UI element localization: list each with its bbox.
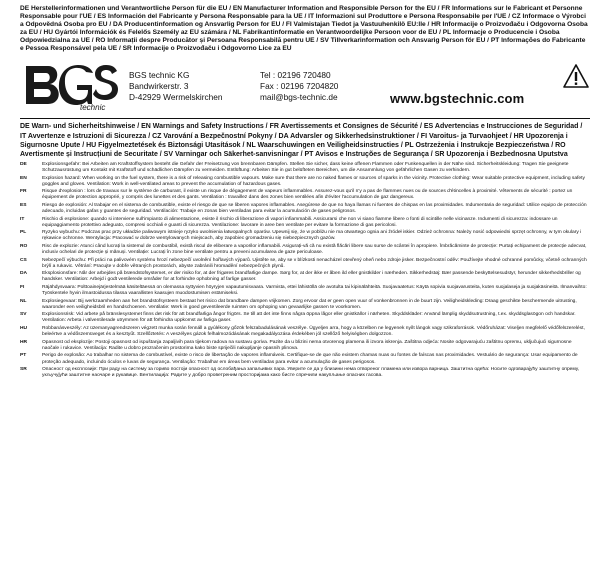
warnings-list <box>20 162 590 380</box>
warning-lang-code: HR <box>20 339 28 345</box>
warning-item <box>20 353 590 365</box>
warning-text: Robbanásveszély: Az üzemanyagrendszeren végzett munka során fennáll a gyúlékony gőzök felszabadulásának veszélye. Ügyeljen arra, hogy a közelben ne legyenek nyílt lángok vagy szikraforrások. Védőruházat: Viseljen megfelelő védőfelszerelést, beleértve a védőszemüveget és a kesztyűt. Szellőztetés: A veszélyes gázok felhalmozódásának megakadályozása érdekében jól szellőző helyiségben dolgozzon. <box>42 326 585 338</box>
warning-text: Nebezpečí výbuchu: Při práci na palivovém systému hrozí nebezpečí uvolnění hořlavých výparů. Ujistěte se, aby se v blízkosti nenacházel otevřený oheň nebo zdroje jisker. Bezpečnostní oděv: Používejte vhodné ochranné pomůcky, včetně ochranných brýlí a rukavic. Větrání: Pracujte v dobře větraných prostorách, abyste zabránili hromadění nebezpečných plynů. <box>42 257 587 269</box>
warning-text: Explosion hazard: When working on the fuel system, there is a risk of releasing combustible vapours. Make sure that there are no naked flames or sources of sparks in the vicinity. Protective clothing: Wear suitable protective equipment, including safety goggles and gloves. Ventilation: Work in well-ventilated areas to prevent the accumulation of hazardous gases. <box>42 175 585 187</box>
company-mail: mail@bgs-technic.de <box>260 92 338 103</box>
company-street: Bandwirkerstr. 3 <box>129 81 189 92</box>
warning-item <box>20 285 590 297</box>
company-city: D-42929 Wermelskirchen <box>129 92 223 103</box>
warning-item <box>20 340 590 352</box>
warning-text: Risque d'explosion : lors de travaux sur le système de carburant, il existe un risque de dégagement de vapeurs inflammables. Assurez-vous qu'il n'y a pas de flammes nues ou de sources d'étincelles à proximité. Vêtements de sécurité : portez un équipement de protection approprié, y compris des lunettes et des gants. Ventilation : travaillez dans des zones bien ventilées afin d'éviter l'accumulation de gaz dangereux. <box>42 189 573 201</box>
warning-lang-code: SV <box>20 312 27 318</box>
company-name: BGS technic KG <box>129 70 190 81</box>
warning-lang-code: RO <box>20 243 28 249</box>
warning-lang-code: PL <box>20 230 27 236</box>
bgs-logo <box>20 60 120 110</box>
warning-item <box>20 271 590 283</box>
warning-lang-code: DE <box>20 161 27 167</box>
warning-item <box>20 217 590 229</box>
warning-lang-code: IT <box>20 216 25 222</box>
warning-text: Explosionsrisk: Vid arbete på bränslesystemet finns det risk för att brandfarliga ångor frigörs. Se till att det inte finns några öppna lågor eller gnistkällor i närheten. Skyddskläder: Använd lämplig skyddsutrustning, t.ex. skyddsglasögon och handskar. Ventilation: Arbeta i välventilerade utrymmen för att förhindra uppkomst av farliga gaser. <box>42 312 576 324</box>
warning-lang-code: PT <box>20 353 27 359</box>
warning-text: Eksplosionsfare: Når der arbejdes på brændstofsystemet, er der risiko for, at der frigøres brandfarlige dampe. Sørg for, at der ikke er åben ild eller gnistkilder i nærheden. Sikkerhedstøj: Bær passende beskyttelsesudstyr, herunder sikkerhedsbriller og handsker. Ventilation: Arbejd i godt ventilerede områder for at forhindre ophobning af farlige gasser. <box>42 271 581 283</box>
warning-item <box>20 162 590 174</box>
warning-text: Perigo de explosão: Ao trabalhar no sistema de combustível, existe o risco de libertação de vapores inflamáveis. Certifique-se de que não existem chamas nuas ou fontes de faíscas nas proximidades. Vestuário de segurança: Usar equipamento de proteção adequado, incluindo óculos e luvas de segurança. Ventilação: Trabalhar em áreas bem ventiladas para evitar a acumulação de gases perigosos. <box>42 353 578 365</box>
warning-lang-code: ES <box>20 202 27 208</box>
warning-text: Explosionsgefahr: Bei Arbeiten am Kraftstoffsystem besteht die Gefahr der Freisetzung von brennbaren Dämpfen. Stellen Sie sicher, dass keine offenen Flammen oder Funkenquellen in der Nähe sind. Sicherheitskleidung: Tragen Sie geeignete Schutzausrüstung um Kontakt mit Kraftstoff und schädlichen Dämpfen zu vermeiden. Entlüftung: Arbeiten Sie in gut belüfteten Bereichen, um die Ansammlung von gefährlichen Gasen zu verhindern. <box>42 161 569 173</box>
warning-item <box>20 230 590 242</box>
warning-text: Riesgo de explosión: Al trabajar en el sistema de combustible, existe el riesgo de que se liberen vapores inflamables. Asegúrese de que no haya llamas ni fuentes de chispas en las proximidades. Indumentaria de seguridad: Utilice equipo de protección adecuado, incluidas gafas y guantes de seguridad. Ventilación: Trabaje en zonas bien ventiladas para evitar la acumulación de gases peligrosos. <box>42 202 587 214</box>
warning-lang-code: EN <box>20 175 27 181</box>
company-tel: Tel : 02196 720480 <box>260 70 331 81</box>
warning-item <box>20 326 590 338</box>
warning-item <box>20 299 590 311</box>
warning-item <box>20 312 590 324</box>
warning-lang-code: HU <box>20 326 28 332</box>
company-address <box>129 70 222 103</box>
warning-item <box>20 176 590 188</box>
warning-lang-code: FR <box>20 189 27 195</box>
warning-item <box>20 258 590 270</box>
warning-text: Opasnost od eksplozije: Postoji opasnost od ispuštanja zapaljivih para tijekom radova na sustavu goriva. Pazite da u blizini nema otvorenog plamena ili izvora iskrenja. Zaštitna odjeća: Nosite odgovarajuću zaštitnu opremu, uključujući sigurnosne naočale i rukavice. Ventilacija: Radite u dobro prozračenim prostorima kako biste spriječili nakupljanje opasnih plinova. <box>42 339 572 351</box>
warning-item <box>20 189 590 201</box>
company-contact <box>260 70 338 103</box>
warning-text: Explosiegevaar: Bij werkzaamheden aan het brandstofsysteem bestaat het risico dat brandbare dampen vrijkomen. Zorg ervoor dat er geen open vuur of vonkenbronnen in de buurt zijn. Veiligheidskleding: Draag geschikte beschermende uitrusting, waaronder een veiligheidsbril en handschoenen. Ventilatie: Werk in goed geventileerde ruimten om ophoping van gevaarlijke gassen te voorkomen. <box>42 298 577 310</box>
warnings-heading: DE Warn- und Sicherheitshinweise / EN Warnings and Safety Instructions / FR Avertissements et Consignes de Sécurité / ES Advertencias e Instrucciones de Seguridad / IT Avvertenze e Istruzioni di Sicurezza / CZ Varování a Bezpečnostní Pokyny / DA Advarsler og Sikkerhedsinstruktioner / FI Varoitus- ja Turvaohjeet / HR Upozorenja i Sigurnosne Upute / HU Figyelmeztetések és Biztonsági Utasítások / NL Waarschuwingen en Veiligheidsinstructies / PL Ostrzeżenia i Instrukcje Bezpieczeństwa / RO Avertismente și Instrucțiuni de Securitate / SV Varningar och Säkerhet-sanvisningar / PT Avisos e Instruções de Segurança / SR Upozorenja i Bezbednosna Uputstva <box>20 123 583 158</box>
warning-lang-code: NL <box>20 298 27 304</box>
warning-triangle-icon <box>562 63 590 89</box>
logo-subtext: technic <box>80 103 106 111</box>
company-fax: Fax : 02196 7204820 <box>260 81 339 92</box>
company-website: www.bgstechnic.com <box>390 91 525 107</box>
warning-text: Опасност од експлозије: При раду на систему за гориво постоји опасност од ослобађања запаљивих пара. Уверите се да у близини нема отвореног пламена или извора варница. Заштитна одећа: Носите одговарајућу заштитну опрему, укључујући заштитне наочаре и рукавице. Вентилација: Радите у добро проветреним просторијама како бисте спречили накупљање опасних гасова. <box>42 367 580 379</box>
warning-text: Räjähdysvaara: Polttoainejärjestelmää käsiteltäessä on olemassa syttyvien höyryjen vapautumisvaara. Varmista, ettei lähistöllä ole avotulta tai kipinälähteitä. Suojavaatetus: Käytä sopivia suojavarusteita, kuten suojalaseja ja suojakäsineitä. Ilmanvaihto: Työskentele hyvin ilmastoidussa tilassa vaarallisten kaasujen muodostumisen estämiseksi. <box>42 285 587 297</box>
warning-text: Ryzyko wybuchu: Podczas prac przy układzie paliwowym istnieje ryzyko uwolnienia łatwopalnych oparów. Upewnij się, że w pobliżu nie ma otwartego ognia ani źródeł iskier. Odzież ochronna: Należy nosić odpowiedni sprzęt ochronny, w tym okulary i rękawice ochronne. Wentylacja: Pracować w dobrze wentylowanych miejscach, aby zapobiec gromadzeniu się niebezpiecznych gazów. <box>42 230 582 242</box>
company-block <box>20 58 590 119</box>
warning-item <box>20 203 590 215</box>
warning-item <box>20 367 590 379</box>
manufacturer-info-heading: DE Herstellerinformationen und Verantwortliche Person für die EU / EN Manufacturer Information and Responsible Person for the EU / FR Informations sur le Fabricant et Personne Responsable pour l'UE / ES Información del Fabricante y Persona Responsable para la UE / IT Informazioni sul Produttore e Persona Responsabile per l'UE / CZ Informace o Výrobci a Odpovědná Osoba pro EU / DA Producentinformation og Ansvarlig Person for EU / FI Valmistajan Tiedot ja Vastuuhenkilö EU:lle / HR Informacije o Proizvođaču i Odgovorna Osoba za EU / HU Gyártói Információk és Felelős Személy az EU számára / NL Fabrikantinformatie en Verantwoordelijke Persoon voor de EU / PL Informacje o Producencie i Osoba Odpowiedzialna za UE / RO Informații despre Producător și Persoana Responsabilă pentru UE / SV Tillverkarinformation och Ansvarig Person för EU / PT Informações do Fabricante e Pessoa Responsável pela UE / SR Informacije o Proizvođaču i Odgovorno Lice za EU <box>20 5 588 52</box>
warning-text: Rischio di esplosione: quando si interviene sull'impianto di alimentazione, esiste il rischio di liberazione di vapori infiammabili. Assicurarsi che non vi siano fiamme libere o fonti di scintille nelle vicinanze. Indumenti di sicurezza: indossare un equipaggiamento protettivo adeguato, compresi occhiali e guanti di sicurezza. Ventilazione: lavorare in aree ben ventilate per evitare la formazione di gas pericolosi. <box>42 216 558 228</box>
warning-lang-code: CS <box>20 257 27 263</box>
warning-lang-code: FI <box>20 285 25 290</box>
warning-item <box>20 244 590 256</box>
warning-lang-code: DA <box>20 271 28 277</box>
warning-text: Risc de explozie: Atunci când lucrați la sistemul de combustibil, există riscul de eliberare a vaporilor inflamabili. Asigurați-vă că nu există flăcări libere sau surse de scântei în apropiere. Îmbrăcăminte de protecție: Purtați echipament de protecție adecvat, inclusiv ochelari de protecție și mănuși. Ventilație: Lucrați în zone bine ventilate pentru a preveni acumularea de gaze periculoase. <box>42 243 587 256</box>
warning-lang-code: SR <box>20 367 27 373</box>
